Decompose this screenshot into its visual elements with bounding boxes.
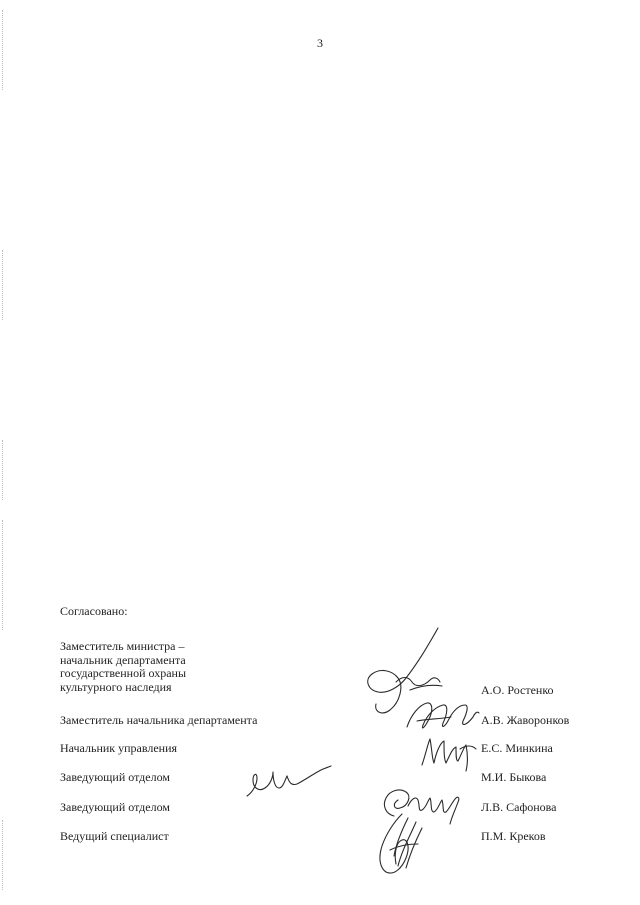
- signature-krekov-icon: [372, 810, 437, 880]
- approval-heading: Согласовано:: [60, 604, 128, 618]
- signatory-position: Заместитель начальника департамента: [60, 713, 258, 727]
- signatory-position: Заведующий отделом: [60, 770, 170, 784]
- signatory-name: А.О. Ростенко: [481, 683, 554, 697]
- scan-edge-mark: [2, 520, 4, 630]
- signatory-position: Ведущий специалист: [60, 829, 169, 843]
- signature-minkina-icon: [418, 733, 478, 773]
- signatory-position: Заведующий отделом: [60, 800, 170, 814]
- signatory-name: М.И. Быкова: [481, 770, 547, 784]
- scan-edge-mark: [2, 820, 4, 890]
- signatory-name: Е.С. Минкина: [481, 741, 553, 755]
- signatory-name: П.М. Креков: [481, 829, 546, 843]
- scan-edge-mark: [2, 250, 4, 320]
- signature-bykova-icon: [243, 762, 333, 802]
- signature-zhavoronkov-icon: [403, 697, 483, 737]
- signatory-name: Л.В. Сафонова: [481, 800, 557, 814]
- page-number: 3: [317, 36, 323, 50]
- signatory-name: А.В. Жаворонков: [481, 713, 570, 727]
- signatory-position: Заместитель министра – начальник департамента государственной охраны культурного наследия: [60, 639, 187, 694]
- signatory-position: Начальник управления: [60, 741, 178, 755]
- scan-edge-mark: [2, 440, 4, 500]
